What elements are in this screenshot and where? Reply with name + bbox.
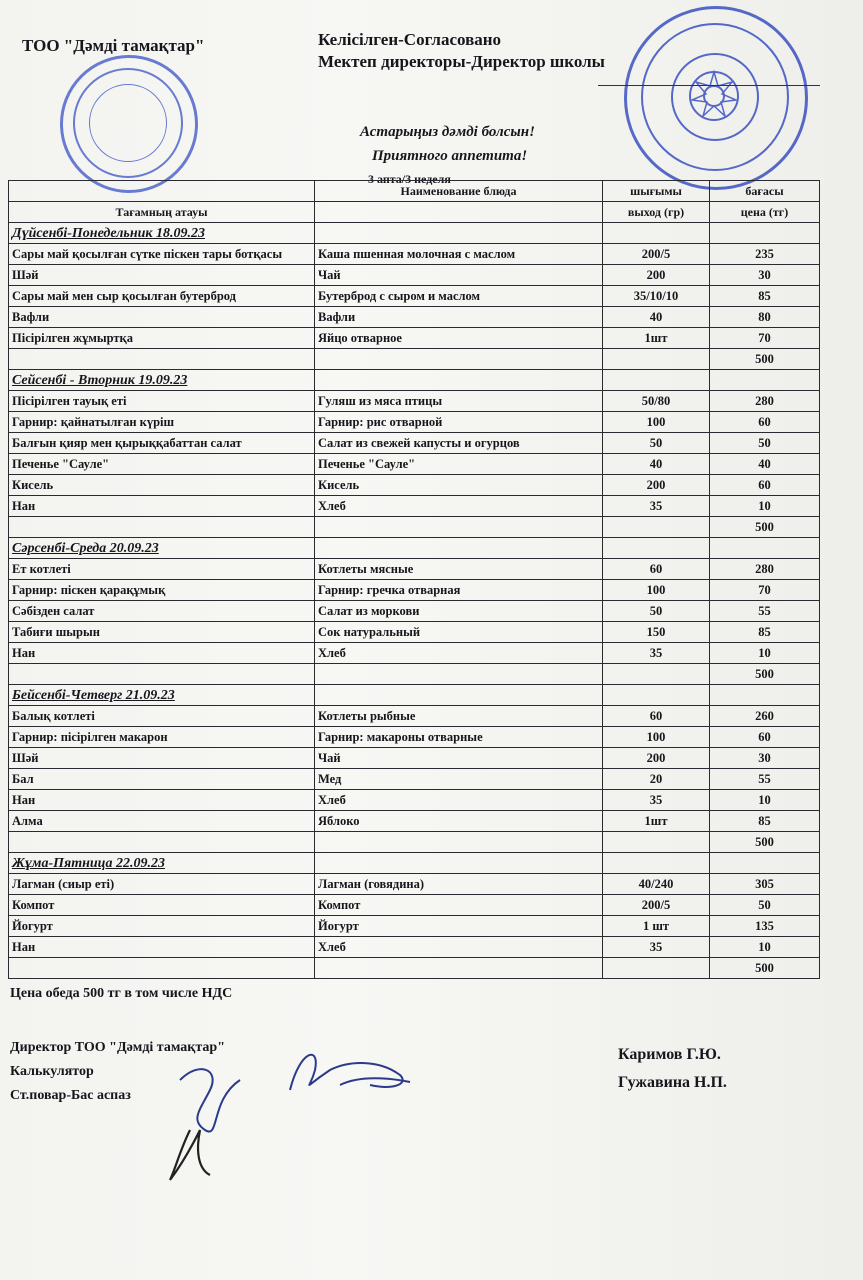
dish-name-ru: Мед (315, 769, 603, 790)
empty-cell (315, 832, 603, 853)
dish-name-kz: Пісірілген жұмыртқа (9, 328, 315, 349)
dish-yield: 200 (603, 748, 710, 769)
day-total: 500 (710, 349, 820, 370)
dish-name-kz: Балғын қияр мен қырыққабаттан салат (9, 433, 315, 454)
school-seal (624, 6, 808, 190)
dish-name-ru: Котлеты рыбные (315, 706, 603, 727)
week-label: 3 апта/3 неделя (368, 172, 451, 186)
dish-name-ru: Бутерброд с сыром и маслом (315, 286, 603, 307)
dish-price: 55 (710, 601, 820, 622)
table-row (9, 286, 820, 307)
company-name: ТОО "Дәмді тамақтар" (22, 36, 205, 55)
dish-price: 85 (710, 622, 820, 643)
table-row (9, 496, 820, 517)
dish-yield: 40/240 (603, 874, 710, 895)
table-row (9, 874, 820, 895)
menu-table (8, 180, 820, 979)
signature-line (598, 85, 820, 86)
dish-yield: 1 шт (603, 916, 710, 937)
table-row (9, 937, 820, 958)
table-row (9, 916, 820, 937)
dish-name-ru: Йогурт (315, 916, 603, 937)
dish-name-ru: Салат из свежей капусты и огурцов (315, 433, 603, 454)
director-name: Каримов Г.Ю. (618, 1046, 721, 1063)
director-label: Директор ТОО "Дәмді тамақтар" (10, 1040, 225, 1055)
dish-price: 305 (710, 874, 820, 895)
table-row (9, 475, 820, 496)
approval-label: Келісілген-Согласовано (318, 30, 502, 49)
empty-cell (710, 223, 820, 244)
dish-name-kz: Компот (9, 895, 315, 916)
day-total: 500 (710, 664, 820, 685)
empty-cell (603, 832, 710, 853)
dish-name-kz: Балық котлеті (9, 706, 315, 727)
dish-price: 10 (710, 643, 820, 664)
dish-price: 85 (710, 811, 820, 832)
day-total-row (9, 832, 820, 853)
table-row (9, 748, 820, 769)
dish-yield: 35 (603, 937, 710, 958)
day-total: 500 (710, 958, 820, 979)
day-title: Сейсенбі - Вторник 19.09.23 (9, 370, 315, 391)
dish-name-ru: Котлеты мясные (315, 559, 603, 580)
dish-name-kz: Нан (9, 643, 315, 664)
day-header-row (9, 685, 820, 706)
table-row (9, 412, 820, 433)
dish-price: 40 (710, 454, 820, 475)
dish-yield: 100 (603, 727, 710, 748)
empty-cell (315, 685, 603, 706)
dish-name-ru: Гарнир: рис отварной (315, 412, 603, 433)
empty-cell (603, 370, 710, 391)
dish-yield: 35 (603, 496, 710, 517)
dish-price: 60 (710, 727, 820, 748)
empty-cell (710, 370, 820, 391)
dish-name-ru: Яйцо отварное (315, 328, 603, 349)
table-row (9, 559, 820, 580)
dish-name-ru: Яблоко (315, 811, 603, 832)
table-row (9, 433, 820, 454)
dish-name-kz: Гарнир: қайнатылған күріш (9, 412, 315, 433)
dish-price: 235 (710, 244, 820, 265)
calculator-label: Калькулятор (10, 1064, 94, 1079)
dish-price: 10 (710, 790, 820, 811)
dish-price: 280 (710, 559, 820, 580)
dish-name-kz: Лагман (сиыр еті) (9, 874, 315, 895)
col-ru-header-empty (315, 202, 603, 223)
dish-name-kz: Нан (9, 937, 315, 958)
table-row (9, 790, 820, 811)
table-row (9, 622, 820, 643)
dish-name-kz: Табиғи шырын (9, 622, 315, 643)
dish-yield: 50 (603, 433, 710, 454)
emblem-icon (685, 67, 743, 125)
price-note: Цена обеда 500 тг в том числе НДС (10, 986, 233, 1001)
dish-price: 280 (710, 391, 820, 412)
empty-cell (710, 853, 820, 874)
table-row (9, 706, 820, 727)
dish-name-ru: Хлеб (315, 937, 603, 958)
dish-price: 60 (710, 412, 820, 433)
empty-cell (603, 223, 710, 244)
empty-cell (315, 538, 603, 559)
dish-price: 85 (710, 286, 820, 307)
dish-name-kz: Печенье "Сауле" (9, 454, 315, 475)
dish-name-kz: Шәй (9, 748, 315, 769)
table-row (9, 811, 820, 832)
col-kz-header-label: Тағамның атауы (9, 202, 315, 223)
dish-price: 50 (710, 895, 820, 916)
day-header-row (9, 223, 820, 244)
empty-cell (603, 685, 710, 706)
dish-name-kz: Сәбізден салат (9, 601, 315, 622)
dish-name-ru: Хлеб (315, 790, 603, 811)
dish-price: 50 (710, 433, 820, 454)
signature-scribbles (150, 1030, 430, 1190)
empty-cell (603, 853, 710, 874)
empty-cell (603, 958, 710, 979)
dish-name-kz: Вафли (9, 307, 315, 328)
dish-name-kz: Йогурт (9, 916, 315, 937)
empty-cell (710, 538, 820, 559)
dish-yield: 20 (603, 769, 710, 790)
dish-yield: 60 (603, 706, 710, 727)
empty-cell (315, 349, 603, 370)
dish-name-kz: Кисель (9, 475, 315, 496)
day-total: 500 (710, 832, 820, 853)
dish-name-ru: Салат из моркови (315, 601, 603, 622)
empty-cell (9, 349, 315, 370)
table-row (9, 643, 820, 664)
dish-price: 80 (710, 307, 820, 328)
dish-name-ru: Лагман (говядина) (315, 874, 603, 895)
day-total-row (9, 517, 820, 538)
dish-name-ru: Хлеб (315, 496, 603, 517)
table-header-row-2 (9, 202, 820, 223)
day-title: Жұма-Пятница 22.09.23 (9, 853, 315, 874)
dish-yield: 35/10/10 (603, 286, 710, 307)
table-row (9, 580, 820, 601)
calculator-name: Гужавина Н.П. (618, 1074, 727, 1091)
day-header-row (9, 538, 820, 559)
dish-price: 10 (710, 937, 820, 958)
director-title: Мектеп директоры-Директор школы (318, 52, 605, 71)
empty-cell (9, 832, 315, 853)
day-title: Бейсенбі-Четверг 21.09.23 (9, 685, 315, 706)
table-row (9, 391, 820, 412)
day-header-row (9, 853, 820, 874)
table-row (9, 454, 820, 475)
dish-yield: 100 (603, 412, 710, 433)
dish-yield: 50 (603, 601, 710, 622)
dish-yield: 200/5 (603, 895, 710, 916)
table-row (9, 769, 820, 790)
day-title: Сәрсенбі-Среда 20.09.23 (9, 538, 315, 559)
day-header-row (9, 370, 820, 391)
empty-cell (710, 685, 820, 706)
day-total-row (9, 664, 820, 685)
dish-name-ru: Хлеб (315, 643, 603, 664)
empty-cell (603, 664, 710, 685)
dish-name-kz: Ет котлеті (9, 559, 315, 580)
greeting-ru: Приятного аппетита! (372, 148, 528, 164)
dish-yield: 1шт (603, 328, 710, 349)
dish-price: 10 (710, 496, 820, 517)
empty-cell (9, 958, 315, 979)
day-total: 500 (710, 517, 820, 538)
day-total-row (9, 349, 820, 370)
dish-price: 30 (710, 748, 820, 769)
col-ru-header: Наименование блюда (315, 181, 603, 202)
empty-cell (603, 538, 710, 559)
day-title: Дүйсенбі-Понедельник 18.09.23 (9, 223, 315, 244)
dish-yield: 200 (603, 475, 710, 496)
dish-name-kz: Бал (9, 769, 315, 790)
table-header-row (9, 181, 820, 202)
dish-price: 60 (710, 475, 820, 496)
dish-yield: 1шт (603, 811, 710, 832)
dish-name-kz: Нан (9, 790, 315, 811)
dish-name-ru: Сок натуральный (315, 622, 603, 643)
dish-name-kz: Нан (9, 496, 315, 517)
dish-name-ru: Печенье "Сауле" (315, 454, 603, 475)
dish-name-ru: Вафли (315, 307, 603, 328)
table-row (9, 307, 820, 328)
dish-price: 30 (710, 265, 820, 286)
dish-yield: 40 (603, 307, 710, 328)
dish-yield: 200 (603, 265, 710, 286)
empty-cell (315, 664, 603, 685)
dish-name-ru: Компот (315, 895, 603, 916)
empty-cell (315, 958, 603, 979)
dish-yield: 60 (603, 559, 710, 580)
dish-price: 70 (710, 328, 820, 349)
dish-name-kz: Сары май қосылған сүтке піскен тары ботқасы (9, 244, 315, 265)
empty-cell (603, 349, 710, 370)
dish-price: 260 (710, 706, 820, 727)
dish-name-ru: Чай (315, 748, 603, 769)
col-price-kz-header: бағасы (710, 181, 820, 202)
table-row (9, 244, 820, 265)
table-row (9, 265, 820, 286)
day-total-row (9, 958, 820, 979)
cook-label: Ст.повар-Бас аспаз (10, 1088, 131, 1103)
dish-name-ru: Гарнир: макароны отварные (315, 727, 603, 748)
col-yield-kz-header: шығымы (603, 181, 710, 202)
dish-name-ru: Гуляш из мяса птицы (315, 391, 603, 412)
empty-cell (315, 370, 603, 391)
table-row (9, 328, 820, 349)
dish-name-ru: Каша пшенная молочная с маслом (315, 244, 603, 265)
dish-name-ru: Чай (315, 265, 603, 286)
dish-yield: 50/80 (603, 391, 710, 412)
dish-price: 70 (710, 580, 820, 601)
dish-name-kz: Пісірілген тауық еті (9, 391, 315, 412)
dish-name-ru: Гарнир: гречка отварная (315, 580, 603, 601)
dish-name-kz: Гарнир: пісірілген макарон (9, 727, 315, 748)
empty-cell (315, 853, 603, 874)
dish-yield: 40 (603, 454, 710, 475)
col-price-ru-header: цена (тг) (710, 202, 820, 223)
empty-cell (603, 517, 710, 538)
dish-name-kz: Алма (9, 811, 315, 832)
col-yield-ru-header: выход (гр) (603, 202, 710, 223)
empty-cell (9, 517, 315, 538)
col-kz-header (9, 181, 315, 202)
dish-name-ru: Кисель (315, 475, 603, 496)
greeting-kz: Астарыңыз дәмді болсын! (360, 124, 535, 140)
table-row (9, 727, 820, 748)
empty-cell (315, 223, 603, 244)
dish-yield: 200/5 (603, 244, 710, 265)
table-row (9, 601, 820, 622)
dish-name-kz: Сары май мен сыр қосылған бутерброд (9, 286, 315, 307)
dish-yield: 100 (603, 580, 710, 601)
dish-yield: 150 (603, 622, 710, 643)
empty-cell (9, 664, 315, 685)
dish-price: 55 (710, 769, 820, 790)
dish-name-kz: Шәй (9, 265, 315, 286)
dish-price: 135 (710, 916, 820, 937)
empty-cell (315, 517, 603, 538)
dish-yield: 35 (603, 643, 710, 664)
company-seal (60, 55, 198, 193)
dish-yield: 35 (603, 790, 710, 811)
table-row (9, 895, 820, 916)
dish-name-kz: Гарнир: піскен қарақұмық (9, 580, 315, 601)
